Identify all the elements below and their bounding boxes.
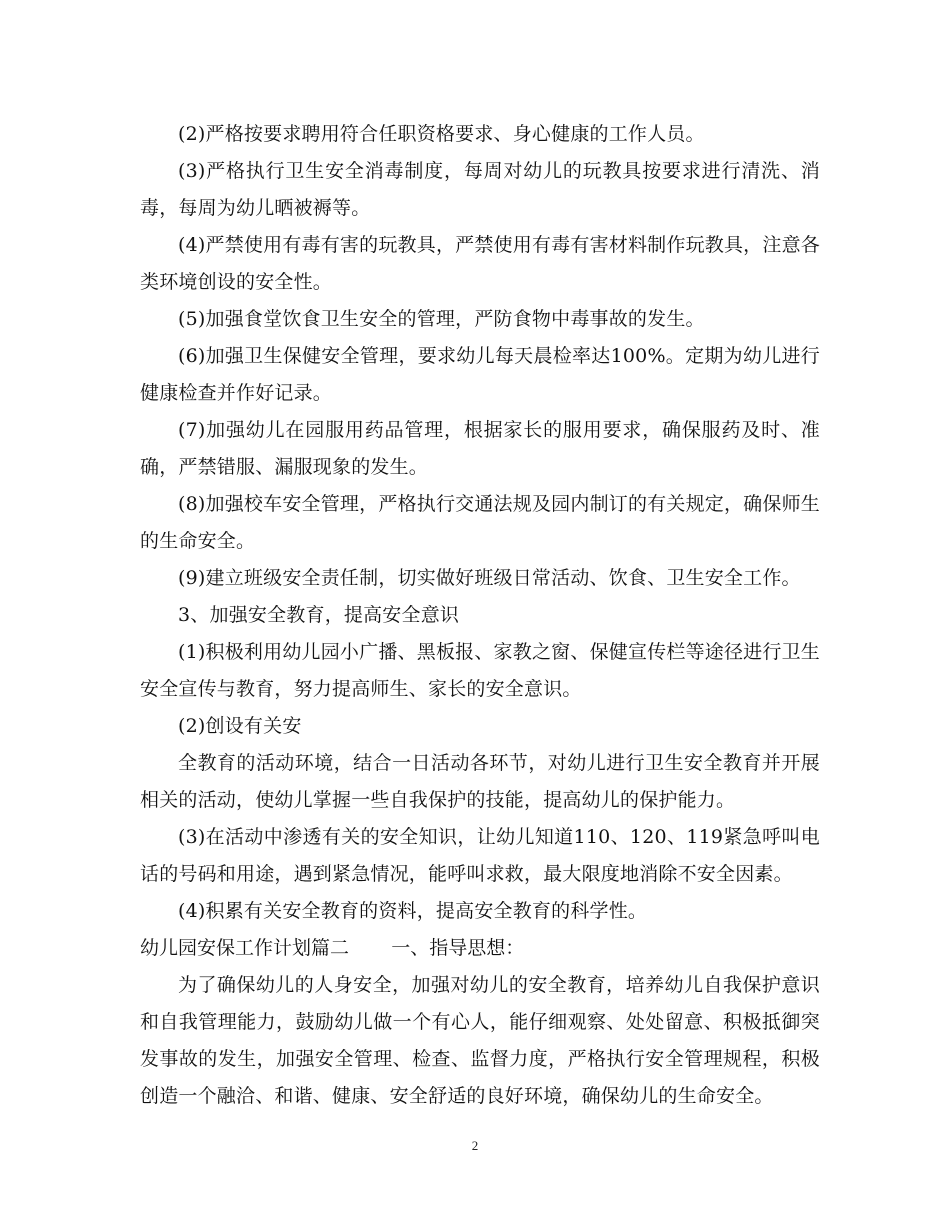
paragraph-item-6: (6)加强卫生保健安全管理，要求幼儿每天晨检率达100%。定期为幼儿进行健康检查并作好记录。 [140, 345, 820, 404]
guiding-ideology-paragraph: 为了确保幼儿的人身安全，加强对幼儿的安全教育，培养幼儿自我保护意识和自我管理能力，鼓励幼儿做一个有心人，能仔细观察、处处留意、积极抵御突发事故的发生，加强安全管理、检查、监督力度，严格执行安全管理规程，积极创造一个融洽、和谐、健康、安全舒适的良好环境，确保幼儿的生命安全。 [140, 974, 820, 1107]
paragraph-item-7: (7)加强幼儿在园服用药品管理，根据家长的服用要求，确保服药及时、准确，严禁错服、漏服现象的发生。 [140, 419, 820, 478]
section-title: 幼儿园安保工作计划篇二 [140, 937, 350, 959]
page-number: 2 [471, 1138, 479, 1153]
education-item-1: (1)积极利用幼儿园小广播、黑板报、家教之窗、保健宣传栏等途径进行卫生安全宣传与教育，努力提高师生、家长的安全意识。 [140, 641, 820, 700]
section-subtitle: 一、指导思想： [391, 937, 525, 959]
education-item-3: (3)在活动中渗透有关的安全知识，让幼儿知道110、120、119紧急呼叫电话的号码和用途，遇到紧急情况，能呼叫求救，最大限度地消除不安全因素。 [140, 826, 820, 885]
education-item-2-start: (2)创设有关安 [178, 715, 302, 737]
subsection-heading: 3、加强安全教育，提高安全意识 [178, 604, 460, 626]
paragraph-item-9: (9)建立班级安全责任制，切实做好班级日常活动、饮食、卫生安全工作。 [178, 567, 801, 589]
section-heading-line [140, 930, 820, 967]
paragraph-item-3: (3)严格执行卫生安全消毒制度，每周对幼儿的玩教具按要求进行清洗、消毒，每周为幼儿晒被褥等。 [140, 160, 820, 219]
education-item-2-continued: 全教育的活动环境，结合一日活动各环节，对幼儿进行卫生安全教育并开展相关的活动，使幼儿掌握一些自我保护的技能，提高幼儿的保护能力。 [140, 752, 820, 811]
education-item-4: (4)积累有关安全教育的资料，提高安全教育的科学性。 [178, 900, 648, 922]
paragraph-item-5: (5)加强食堂饮食卫生安全的管理，严防食物中毒事故的发生。 [178, 308, 705, 330]
paragraph-item-4: (4)严禁使用有毒有害的玩教具，严禁使用有毒有害材料制作玩教具，注意各类环境创设的安全性。 [140, 234, 820, 293]
paragraph-item-2: (2)严格按要求聘用符合任职资格要求、身心健康的工作人员。 [178, 123, 705, 145]
document-body [140, 116, 820, 1115]
paragraph-item-8: (8)加强校车安全管理，严格执行交通法规及园内制订的有关规定，确保师生的生命安全。 [140, 493, 820, 552]
